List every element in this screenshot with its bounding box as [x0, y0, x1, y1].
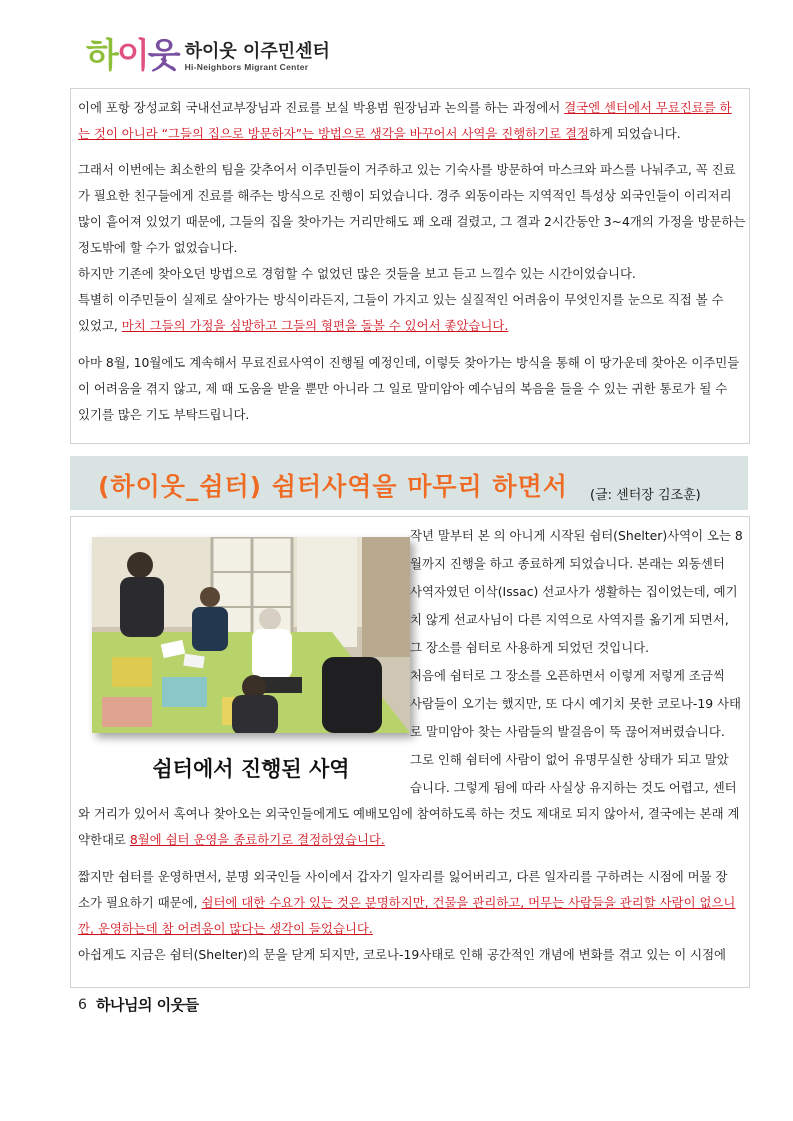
- highlighted-text: 는 것이 아니라 “그들의 집으로 방문하자”는 방법으로 생각을 바꾸어서 사역을 진행하기로 결정: [78, 126, 589, 141]
- text-line: [78, 827, 742, 853]
- body-text: 월까지 진행을 하고 종료하게 되었습니다. 본래는 외동센터: [410, 556, 725, 571]
- highlighted-text: 마치 그들의 가정을 심방하고 그들의 형편을 돌볼 수 있어서 좋았습니다.: [121, 318, 509, 333]
- photo-caption: 쉼터에서 진행된 사역: [152, 757, 350, 781]
- paragraph-1: [78, 95, 742, 147]
- body-text: 와 거리가 있어서 혹여나 찾아오는 외국인들에게도 예배모임에 참여하도록 하는 것도 제대로 되지 않아서, 결국에는 본래 계: [78, 806, 740, 821]
- body-text: 치 않게 선교사님이 다른 지역으로 사역지를 옮기게 되면서,: [410, 612, 729, 627]
- org-name: 하이웃 이주민센터: [184, 41, 330, 62]
- body-text: 특별히 이주민들이 실제로 살아가는 방식이라든지, 그들이 가지고 있는 실질적인 어려움이 무엇인지를 눈으로 직접 볼 수: [78, 292, 724, 307]
- text-line: [78, 942, 742, 968]
- magazine-title: 하나님의 이웃들: [96, 996, 199, 1014]
- paragraph-2: [78, 157, 746, 339]
- text-line: [410, 690, 743, 718]
- text-line: [410, 578, 743, 606]
- text-line: [78, 313, 742, 339]
- highlighted-text: 8월에 쉼터 운영을 종료하기로 결정하였습니다.: [129, 832, 385, 847]
- shelter-text-full-a: [78, 801, 742, 853]
- text-line: [78, 287, 742, 313]
- body-text: 작년 말부터 본 의 아니게 시작된 쉼터(Shelter)사역이 오는 8: [410, 528, 743, 543]
- text-line: [410, 746, 743, 774]
- text-line: [410, 522, 743, 550]
- text-line: [78, 350, 742, 376]
- text-line: [78, 890, 742, 916]
- body-text: 아쉽게도 지금은 쉼터(Shelter)의 문을 닫게 되지만, 코로나-19사태로 인해 공간적인 개념에 변화를 겪고 있는 이 시점에: [78, 947, 727, 962]
- body-text: 있었고,: [78, 318, 122, 333]
- logo-mark: 하이웃: [86, 36, 179, 76]
- body-text: 하지만 기존에 찾아오던 방법으로 경험할 수 없었던 많은 것들을 보고 듣고 느낄수 있는 시간이었습니다.: [78, 266, 636, 281]
- org-name-en: Hi-Neighbors Migrant Center: [184, 62, 309, 72]
- body-text: 처음에 쉼터로 그 장소를 오픈하면서 이렇게 저렇게 조금씩: [410, 668, 725, 683]
- text-line: [78, 95, 742, 121]
- body-text: 많이 흩어져 있었기 때문에, 그들의 집을 찾아가는 거리만해도 꽤 오래 걸렸고, 그 결과 2시간동안 3~4개의 가정을 방문하는: [78, 214, 746, 229]
- paragraph-3: [78, 350, 742, 428]
- text-line: [78, 376, 742, 402]
- body-text: 로 말미암아 찾는 사람들의 발걸음이 뚝 끊어져버렸습니다.: [410, 724, 725, 739]
- text-line: [78, 157, 742, 183]
- body-text: 이에 포항 장성교회 국내선교부장님과 진료를 보실 박용범 원장님과 논의를 하는 과정에서: [78, 100, 565, 115]
- text-line: [78, 916, 742, 942]
- body-text: 사람들이 오기는 했지만, 또 다시 예기치 못한 코로나-19 사태: [410, 696, 741, 711]
- text-line: [410, 550, 743, 578]
- body-text: 그래서 이번에는 최소한의 팀을 갖추어서 이주민들이 거주하고 있는 기숙사를 방문하여 마스크와 파스를 나눠주고, 꼭 진료: [78, 162, 736, 177]
- body-text: 가 필요한 친구들에게 진료를 해주는 방식으로 진행이 되었습니다. 경주 외동이라는 지역적인 특성상 외국인들이 이리저리: [78, 188, 732, 203]
- text-line: [410, 662, 743, 690]
- text-line: [78, 235, 742, 261]
- section-title: (하이웃_쉼터) 쉼터사역을 마무리 하면서: [98, 472, 568, 501]
- page-number: 6: [78, 997, 87, 1013]
- text-line: [410, 774, 743, 802]
- text-line: [78, 209, 746, 235]
- text-line: [410, 606, 743, 634]
- body-text: 짧지만 쉼터를 운영하면서, 분명 외국인들 사이에서 갑자기 일자리를 잃어버리고, 다른 일자리를 구하려는 시점에 머물 장: [78, 869, 728, 884]
- highlighted-text: 깐, 운영하는데 참 어려움이 많다는 생각이 들었습니다.: [78, 921, 373, 936]
- shelter-text-full-b: [78, 864, 742, 968]
- text-line: [78, 864, 742, 890]
- text-line: [410, 718, 743, 746]
- shelter-text-right: [410, 522, 743, 802]
- body-text: 소가 필요하기 때문에,: [78, 895, 202, 910]
- text-line: [78, 801, 742, 827]
- body-text: 습니다. 그렇게 됨에 따라 사실상 유지하는 것도 어렵고, 센터: [410, 780, 737, 795]
- body-text: 그 장소를 쉼터로 사용하게 되었던 것입니다.: [410, 640, 650, 655]
- logo-text: [185, 42, 330, 72]
- shelter-photo: [92, 537, 410, 733]
- text-line: [78, 121, 742, 147]
- text-line: [78, 183, 742, 209]
- text-line: [78, 402, 742, 428]
- body-text: 약한대로: [78, 832, 130, 847]
- section-author: (글: 센터장 김조훈): [590, 488, 701, 503]
- body-text: 사역자였던 이삭(Issac) 선교사가 생활하는 집이었는데, 예기: [410, 584, 738, 599]
- body-text: 하게 되었습니다.: [589, 126, 681, 141]
- body-text: 이 어려움을 겪지 않고, 제 때 도움을 받을 뿐만 아니라 그 일로 말미암아 예수님의 복음을 들을 수 있는 귀한 통로가 될 수: [78, 381, 728, 396]
- body-text: 아마 8월, 10월에도 계속해서 무료진료사역이 진행될 예정인데, 이렇듯 찾아가는 방식을 통해 이 땅가운데 찾아온 이주민들: [78, 355, 740, 370]
- highlighted-text: 결국엔 센터에서 무료진료를 하: [564, 100, 732, 115]
- highlighted-text: 쉼터에 대한 수요가 있는 것은 분명하지만, 건물을 관리하고, 머무는 사람들을 관리할 사람이 없으니: [201, 895, 736, 910]
- body-text: 있기를 많은 기도 부탁드립니다.: [78, 407, 250, 422]
- body-text: 그로 인해 쉼터에 사람이 없어 유명무실한 상태가 되고 말았: [410, 752, 729, 767]
- body-text: 정도밖에 할 수가 없었습니다.: [78, 240, 238, 255]
- header-logo: [86, 38, 330, 74]
- text-line: [410, 634, 743, 662]
- text-line: [78, 261, 742, 287]
